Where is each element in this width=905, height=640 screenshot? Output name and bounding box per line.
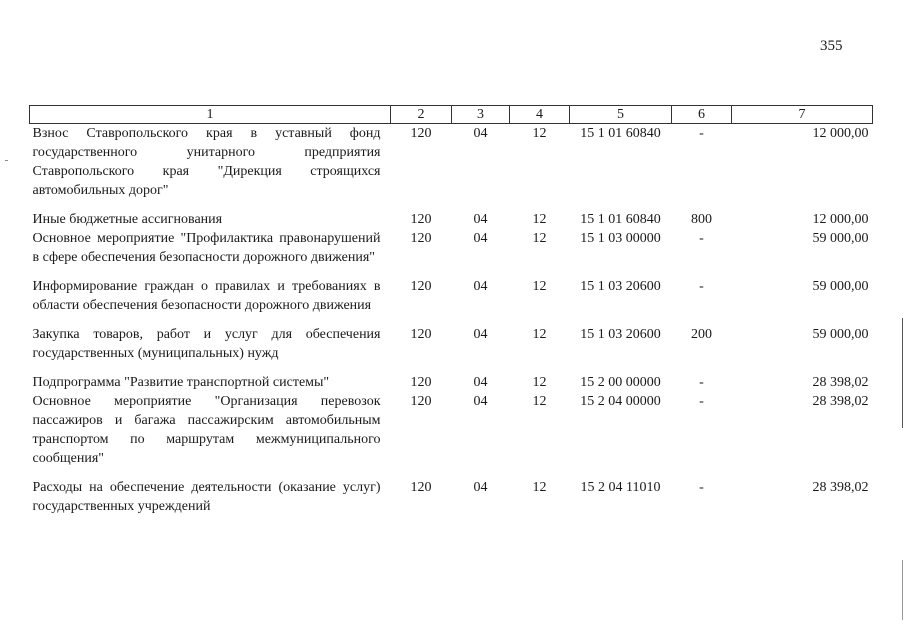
row-c6: -	[699, 480, 704, 495]
row-c4: 12	[532, 327, 547, 342]
row-c2: 120	[410, 375, 432, 390]
header-col-3: 3	[452, 106, 510, 124]
table-row	[30, 210, 873, 229]
header-col-6: 6	[672, 106, 732, 124]
row-c4: 12	[532, 231, 547, 246]
row-name: Информирование граждан о правилах и требованиях в области обеспечения безопасности дорожного движения	[32, 279, 381, 313]
row-c6: 800	[691, 212, 712, 227]
row-c2: 120	[410, 394, 432, 409]
row-c7: 28 398,02	[812, 480, 869, 495]
scan-speck	[5, 160, 8, 161]
row-c3: 04	[473, 480, 488, 495]
row-name: Закупка товаров, работ и услуг для обеспечения государственных (муниципальных) нужд	[32, 327, 381, 361]
row-c3: 04	[473, 327, 488, 342]
table-row	[30, 325, 873, 373]
row-c5: 15 1 03 20600	[580, 279, 661, 294]
row-c6: -	[699, 126, 704, 141]
row-c6: 200	[691, 327, 712, 342]
table-row	[30, 277, 873, 325]
row-c6: -	[699, 394, 704, 409]
scan-edge-mark	[902, 318, 903, 428]
budget-table	[29, 105, 873, 516]
page-number: 355	[820, 38, 843, 54]
row-c5: 15 2 00 00000	[580, 375, 661, 390]
row-c7: 28 398,02	[812, 394, 869, 409]
row-c7: 12 000,00	[812, 212, 869, 227]
row-c7: 59 000,00	[812, 279, 869, 294]
row-c3: 04	[473, 212, 488, 227]
row-c5: 15 1 01 60840	[580, 212, 661, 227]
row-name: Основное мероприятие "Профилактика правонарушений в сфере обеспечения безопасности дорожного движения"	[32, 231, 381, 265]
row-name: Взнос Ставропольского края в уставный фонд государственного унитарного предприятия Ставропольского края "Дирекция строящихся автомобильных дорог"	[32, 126, 381, 198]
header-col-7: 7	[732, 106, 873, 124]
row-c2: 120	[410, 126, 432, 141]
row-c5: 15 1 01 60840	[580, 126, 661, 141]
header-col-4: 4	[510, 106, 570, 124]
header-col-5: 5	[570, 106, 672, 124]
row-name: Основное мероприятие "Организация перевозок пассажиров и багажа пассажирским автомобильным транспортом по маршрутам межмуниципального сообщения"	[32, 394, 381, 466]
table-row	[30, 229, 873, 277]
row-c4: 12	[532, 126, 547, 141]
row-c7: 59 000,00	[812, 231, 869, 246]
row-c3: 04	[473, 279, 488, 294]
row-c2: 120	[410, 327, 432, 342]
header-col-2: 2	[391, 106, 452, 124]
row-name: Иные бюджетные ассигнования	[32, 212, 223, 227]
row-c6: -	[699, 375, 704, 390]
row-c5: 15 1 03 20600	[580, 327, 661, 342]
row-c3: 04	[473, 394, 488, 409]
table-row	[30, 392, 873, 478]
row-c2: 120	[410, 212, 432, 227]
row-name: Расходы на обеспечение деятельности (оказание услуг) государственных учреждений	[32, 480, 381, 514]
table-header-row	[30, 106, 873, 124]
row-c2: 120	[410, 279, 432, 294]
row-c3: 04	[473, 126, 488, 141]
row-c4: 12	[532, 279, 547, 294]
row-c7: 12 000,00	[812, 126, 869, 141]
row-c4: 12	[532, 480, 547, 495]
row-c7: 28 398,02	[812, 375, 869, 390]
row-c6: -	[699, 231, 704, 246]
table-row	[30, 124, 873, 211]
row-c3: 04	[473, 375, 488, 390]
header-col-1: 1	[30, 106, 391, 124]
row-c5: 15 2 04 00000	[580, 394, 661, 409]
row-c5: 15 1 03 00000	[580, 231, 661, 246]
row-c7: 59 000,00	[812, 327, 869, 342]
row-name: Подпрограмма "Развитие транспортной системы"	[32, 375, 330, 390]
row-c6: -	[699, 279, 704, 294]
row-c5: 15 2 04 11010	[580, 480, 661, 495]
row-c2: 120	[410, 231, 432, 246]
row-c3: 04	[473, 231, 488, 246]
table-row	[30, 373, 873, 392]
row-c4: 12	[532, 212, 547, 227]
row-c4: 12	[532, 394, 547, 409]
row-c4: 12	[532, 375, 547, 390]
table-row	[30, 478, 873, 516]
row-c2: 120	[410, 480, 432, 495]
scan-edge-mark	[902, 560, 903, 620]
